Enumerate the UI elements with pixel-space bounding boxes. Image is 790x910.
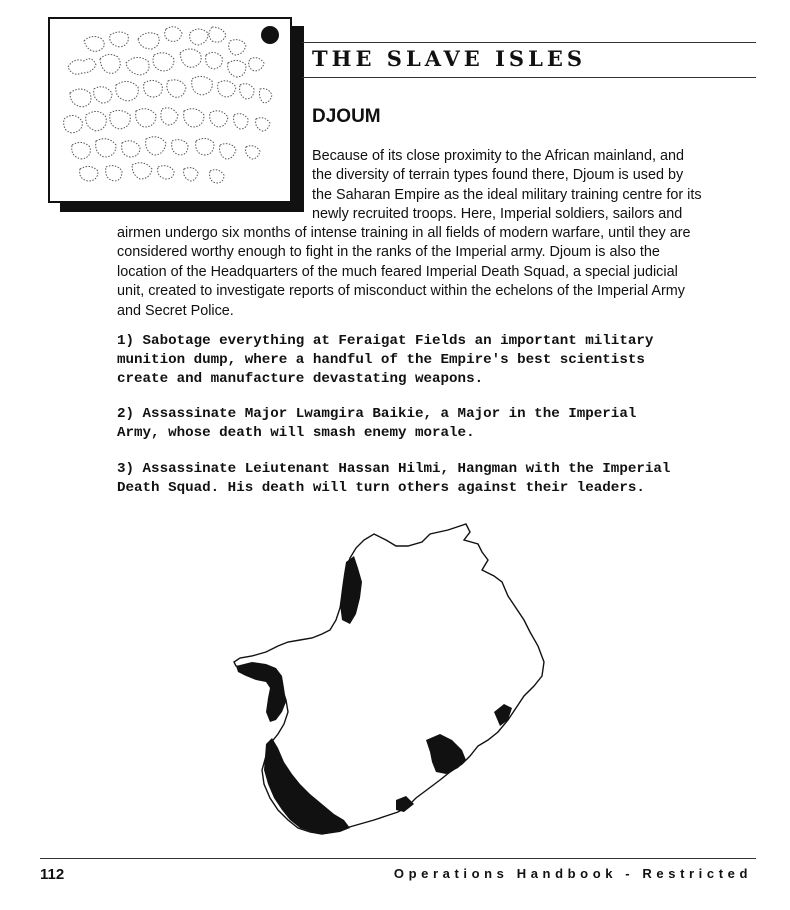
objective-line: create and manufacture devastating weapons. bbox=[117, 371, 484, 387]
page-title: THE SLAVE ISLES bbox=[312, 46, 587, 71]
intro-line: and Secret Police. bbox=[117, 302, 234, 319]
title-rule-bottom bbox=[302, 77, 756, 78]
objective-line: Army, whose death will smash enemy morale. bbox=[117, 425, 475, 441]
archipelago-inset-map bbox=[48, 17, 292, 203]
objective-line: 1) Sabotage everything at Feraigat Fields an important military bbox=[117, 333, 654, 349]
djoum-island-map bbox=[226, 516, 556, 846]
intro-line: airmen undergo six months of intense training in all fields of modern warfare, until they are bbox=[117, 225, 691, 241]
objective-1 bbox=[117, 332, 653, 389]
objective-line: 3) Assassinate Leiutenant Hassan Hilmi, Hangman with the Imperial bbox=[117, 461, 671, 477]
intro-line: considered worthy enough to fight in the ranks of the Imperial army. Djoum is also the bbox=[117, 244, 660, 261]
intro-paragraph-full bbox=[117, 224, 691, 321]
black-dot-icon bbox=[50, 19, 290, 201]
objective-2 bbox=[117, 405, 636, 443]
objective-line: Death Squad. His death will turn others against their leaders. bbox=[117, 480, 645, 496]
objective-line: munition dump, where a handful of the Empire's best scientists bbox=[117, 352, 645, 368]
intro-line: the Saharan Empire as the ideal military training centre for its bbox=[312, 186, 702, 203]
intro-line: Because of its close proximity to the African mainland, and bbox=[312, 148, 684, 164]
objective-line: 2) Assassinate Major Lwamgira Baikie, a Major in the Imperial bbox=[117, 406, 637, 422]
footer-rule bbox=[40, 858, 756, 859]
intro-line: unit, created to investigate reports of misconduct within the echelons of the Imperial Army bbox=[117, 283, 685, 300]
title-rule-top bbox=[302, 42, 756, 43]
intro-line: the diversity of terrain types found there, Djoum is used by bbox=[312, 167, 684, 184]
footer-label: Operations Handbook - Restricted bbox=[393, 866, 752, 881]
intro-line: newly recruited troops. Here, Imperial soldiers, sailors and bbox=[312, 206, 683, 223]
section-heading: DJOUM bbox=[312, 106, 381, 127]
page-number: 112 bbox=[40, 866, 65, 883]
objective-3 bbox=[117, 460, 670, 498]
intro-paragraph-wrapped bbox=[312, 147, 702, 225]
intro-line: location of the Headquarters of the much feared Imperial Death Squad, a special judicial bbox=[117, 263, 678, 280]
